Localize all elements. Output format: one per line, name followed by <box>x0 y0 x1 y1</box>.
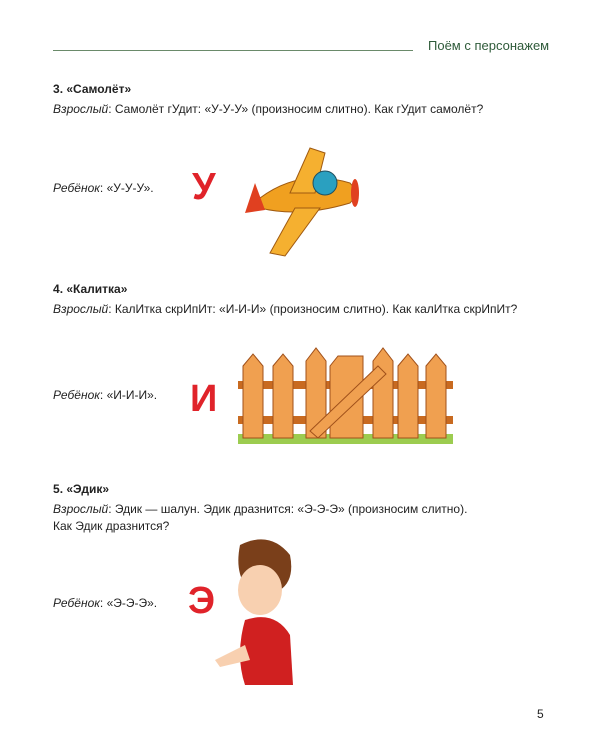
page-number: 5 <box>537 707 544 721</box>
airplane-illustration <box>240 138 365 258</box>
letter-u: У <box>192 166 216 208</box>
running-header: Поём с персонажем <box>428 38 550 53</box>
section-5-child: Ребёнок: «Э-Э-Э». <box>53 596 158 610</box>
section-3-child: Ребёнок: «У-У-У». <box>53 181 154 195</box>
section-3-adult: Взрослый: Самолёт гУдит: «У-У-У» (произносим слитно). Как гУдит самолёт? <box>53 102 484 116</box>
section-4-adult: Взрослый: КалИтка скрИпИт: «И-И-И» (произносим слитно). Как калИтка скрИпИт? <box>53 302 518 316</box>
gate-illustration <box>238 346 453 446</box>
section-4-title: 4. «Калитка» <box>53 282 128 296</box>
section-5-title: 5. «Эдик» <box>53 482 110 496</box>
boy-illustration <box>215 535 300 690</box>
section-4-child: Ребёнок: «И-И-И». <box>53 388 158 402</box>
section-5-adult: Взрослый: Эдик — шалун. Эдик дразнится: «Э-Э-Э» (произносим слитно). Как Эдик дразнится? <box>53 502 468 533</box>
letter-e: Э <box>188 580 216 622</box>
header-rule <box>53 50 413 51</box>
section-3-title: 3. «Самолёт» <box>53 82 132 96</box>
letter-i: И <box>190 378 218 420</box>
